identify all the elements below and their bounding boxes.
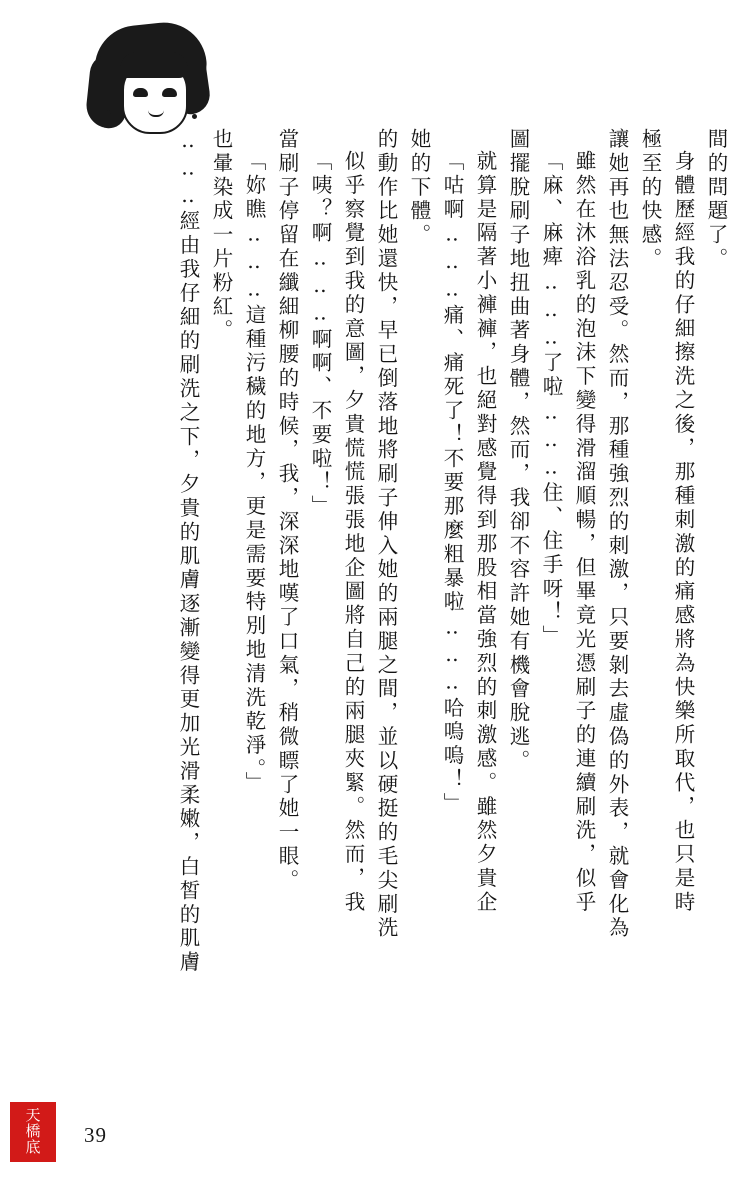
body-text-columns [165,128,726,1088]
text-column: 讓她再也無法忍受。然而，那種強烈的刺激，只要剝去虛偽的外表，就會化為 [605,128,629,941]
text-column: 就算是隔著小褲褲，也絕對感覺得到那股相當強烈的刺激感。雖然夕貴企 [473,150,497,915]
text-column: ‥‥‥經由我仔細的刷洗之下，夕貴的肌膚逐漸變得更加光滑柔嫩，白皙的肌膚 [176,128,200,975]
text-column: 似乎察覺到我的意圖，夕貴慌慌張張地企圖將自己的兩腿夾緊。然而，我 [341,150,365,915]
text-column: 也暈染成一片粉紅。 [209,128,233,344]
text-column: 身體歷經我的仔細擦洗之後，那種刺激的痛感將為快樂所取代，也只是時 [671,150,695,915]
text-column: 的動作比她還快，早已倒落地將刷子伸入她的兩腿之間，並以硬挺的毛尖刷洗 [374,128,398,941]
illustration-bangs-shape [120,52,188,78]
text-column: 「咦？啊‥‥‥啊啊、不要啦！」 [308,150,332,519]
text-column: 間的問題了。 [704,128,728,272]
illustration-right-eye [162,88,177,97]
text-column: 極至的快感。 [638,128,662,272]
illustration-speck [114,120,118,124]
text-column: 「咕啊‥‥‥痛、痛死了！不要那麼粗暴啦‥‥‥哈嗚嗚！」 [440,150,464,817]
girl-head-illustration [88,24,216,132]
publisher-seal [10,1102,56,1162]
text-column: 雖然在沐浴乳的泡沫下變得滑溜順暢，但畢竟光憑刷子的連續刷洗，似乎 [572,150,596,915]
text-column: 「妳瞧‥‥‥這種污穢的地方，更是需要特別地清洗乾淨。」 [242,150,266,796]
text-column: 當刷子停留在纖細柳腰的時候，我，深深地嘆了口氣，稍微瞟了她一眼。 [275,128,299,893]
illustration-left-eye [133,88,148,97]
text-column: 圖擺脫刷子地扭曲著身體，然而，我卻不容許她有機會脫逃。 [506,128,530,774]
illustration-speck [192,114,197,119]
seal-line-3: 底 [25,1137,41,1156]
page-number: 39 [84,1123,107,1147]
text-column: 她的下體。 [407,128,431,248]
illustration-speck [106,110,111,115]
seal-line-1: 天 [25,1106,41,1125]
text-column: 「麻、麻痺‥‥‥了啦‥‥‥住、住手呀！」 [539,150,563,649]
seal-line-2: 橋 [25,1122,41,1141]
